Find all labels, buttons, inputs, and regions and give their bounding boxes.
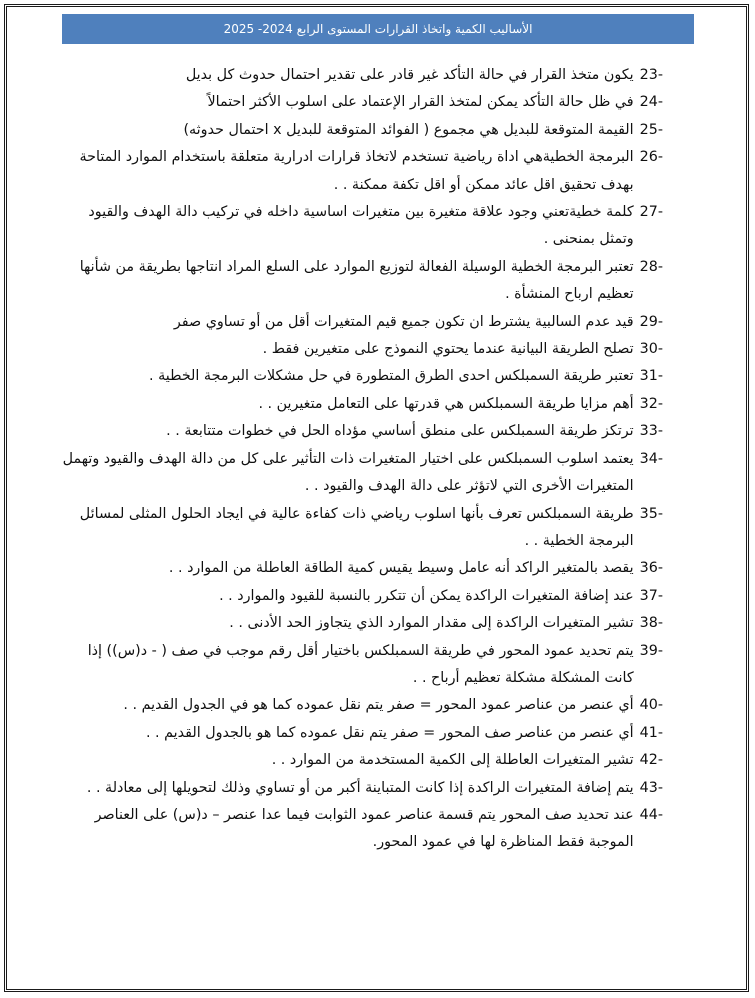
list-item — [60, 144, 663, 199]
list-item — [60, 692, 663, 719]
item-number: 24- — [639, 94, 663, 111]
item-text: القيمة المتوقعة للبديل هي مجموع ( الفوائد المتوقعة للبديل x احتمال حدوثه) — [183, 121, 634, 138]
list-item — [60, 802, 663, 857]
item-number: 40- — [639, 697, 663, 714]
list-item — [60, 391, 663, 418]
list-item — [60, 199, 663, 254]
item-number: 29- — [639, 313, 663, 330]
question-list — [60, 62, 663, 857]
item-text: تصلح الطريقة البيانية عندما يحتوي النموذج على متغيرين فقط . — [262, 341, 634, 358]
item-number: 41- — [639, 724, 663, 741]
item-text: ترتكز طريقة السمبلكس على منطق أساسي مؤداه الحل في خطوات متتابعة . . — [166, 423, 634, 440]
item-text: تشير المتغيرات العاطلة إلى الكمية المستخدمة من الموارد . . — [271, 752, 634, 769]
item-text: قيد عدم السالبية يشترط ان تكون جميع قيم المتغيرات أقل من أو تساوي صفر — [173, 313, 634, 330]
item-number: 25- — [639, 121, 663, 138]
item-text: أي عنصر من عناصر صف المحور = صفر يتم نقل عموده كما هو بالجدول القديم . . — [145, 724, 634, 741]
item-number: 36- — [639, 560, 663, 577]
list-item — [60, 336, 663, 363]
list-item — [60, 418, 663, 445]
item-number: 27- — [639, 204, 663, 221]
item-number: 30- — [639, 341, 663, 358]
list-item — [60, 89, 663, 116]
item-text: يتم تحديد عمود المحور في طريقة السمبلكس باختيار أقل رقم موجب في صف ( - د(س)) إذا كانت المشكلة مشكلة تعظيم أرباح . . — [87, 642, 634, 686]
item-text: كلمة خطيةتعني وجود علاقة متغيرة بين متغيرات اساسية داخله في تركيب دالة الهدف والقيود وتمثل بمنحنى . — [88, 204, 634, 248]
item-number: 44- — [639, 806, 663, 823]
list-item — [60, 638, 663, 693]
list-item — [60, 775, 663, 802]
item-text: يعتمد اسلوب السمبلكس على اختيار المتغيرات ذات التأثير على كل من دالة الهدف والقيود وتهمل المتغيرات الأخرى التي لاتؤثر على دالة الهدف والقيود . . — [62, 450, 634, 495]
item-number: 23- — [639, 67, 663, 83]
item-text: البرمجة الخطيةهي اداة رياضية تستخدم لاتخاذ قرارات ادرارية متعلقة باستخدام الموارد المتاحة بهدف تحقيق اقل عائد ممكن أو اقل تكفة ممكنة . . — [79, 149, 634, 193]
item-text: يتم إضافة المتغيرات الراكدة إذا كانت المتباينة أكبر من أو تساوي وذلك لتحويلها إلى معادلة . . — [86, 779, 634, 796]
list-item — [60, 720, 663, 747]
item-text: أي عنصر من عناصر عمود المحور = صفر يتم نقل عموده كما هو في الجدول القديم . . — [123, 697, 634, 714]
item-text: تعتبر طريقة السمبلكس احدى الطرق المتطورة في حل مشكلات البرمجة الخطية . — [149, 368, 634, 385]
list-item — [60, 363, 663, 390]
document-header — [62, 14, 694, 44]
item-text: تشير المتغيرات الراكدة إلى مقدار الموارد الذي يتجاوز الحد الأدنى . . — [229, 615, 634, 632]
item-number: 26- — [639, 149, 663, 166]
item-text: يقصد بالمتغير الراكد أنه عامل وسيط يقيس كمية الطاقة العاطلة من الموارد . . — [168, 560, 634, 577]
list-item — [60, 446, 663, 501]
item-text: في ظل حالة التأكد يمكن لمتخذ القرار الإعتماد على اسلوب الأكثر احتمالاً — [207, 94, 634, 111]
item-text: عند إضافة المتغيرات الراكدة يمكن أن تتكرر بالنسبة للقيود والموارد . . — [219, 587, 634, 604]
item-number: 37- — [639, 587, 663, 604]
item-number: 35- — [639, 505, 663, 522]
item-text: يكون متخذ القرار في حالة التأكد غير قادر على تقدير احتمال حدوث كل بديل — [185, 67, 634, 83]
list-item — [60, 501, 663, 556]
item-text: أهم مزايا طريقة السمبلكس هي قدرتها على التعامل متغيرين . . — [258, 395, 634, 412]
item-text: طريقة السمبلكس تعرف بأنها اسلوب رياضي ذات كفاءة عالية في ايجاد الحلول المثلى لمسائل البرمجة الخطية . . — [79, 505, 634, 549]
list-item — [60, 610, 663, 637]
list-item — [60, 62, 663, 89]
item-number: 43- — [639, 779, 663, 796]
item-number: 38- — [639, 615, 663, 632]
list-item — [60, 254, 663, 309]
item-number: 28- — [639, 258, 663, 275]
item-number: 42- — [639, 752, 663, 769]
item-number: 34- — [639, 450, 663, 467]
item-text: عند تحديد صف المحور يتم قسمة عناصر عمود الثوابت فيما عدا عنصر – د(س) على العناصر الموجبة فقط المناظرة لها في عمود المحور. — [94, 806, 634, 851]
list-item — [60, 309, 663, 336]
item-number: 32- — [639, 395, 663, 412]
list-item — [60, 117, 663, 144]
list-item — [60, 555, 663, 582]
item-number: 39- — [639, 642, 663, 659]
item-number: 33- — [639, 423, 663, 440]
item-text: تعتبر البرمجة الخطية الوسيلة الفعالة لتوزيع الموارد على السلع المراد انتاجها بطريقة من شأنها تعظيم ارباح المنشأة . — [79, 258, 634, 303]
list-item — [60, 747, 663, 774]
header-title: الأساليب الكمية واتخاذ القرارات المستوى الرابع 2024- 2025 — [223, 22, 533, 36]
list-item — [60, 583, 663, 610]
item-number: 31- — [639, 368, 663, 385]
